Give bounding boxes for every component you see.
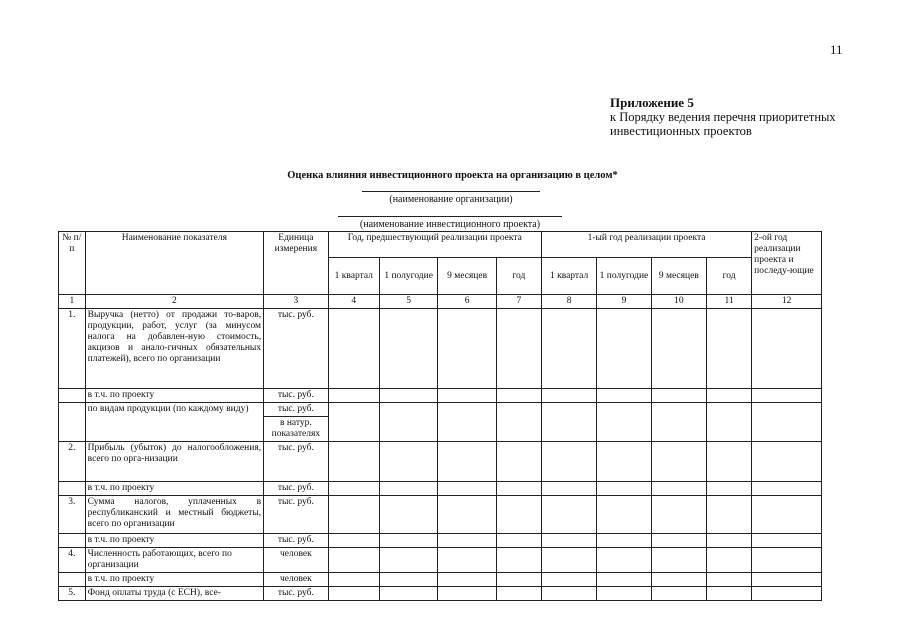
value-cell [438, 548, 496, 573]
value-cell [752, 548, 822, 573]
value-cell [328, 587, 379, 601]
value-cell [496, 534, 541, 548]
value-cell [496, 403, 541, 442]
column-number: 5 [379, 295, 437, 309]
value-cell [597, 573, 651, 587]
value-cell [438, 403, 496, 442]
value-cell [597, 587, 651, 601]
value-cell [496, 482, 541, 496]
table-row [59, 403, 822, 417]
value-cell [597, 309, 651, 389]
value-cell [752, 534, 822, 548]
indicator-name: Фонд оплаты труда (с ЕСН), все- [85, 587, 263, 601]
row-number: 3. [59, 496, 86, 534]
unit-cell: тыс. руб. [264, 389, 329, 403]
column-number: 11 [707, 295, 752, 309]
value-cell [328, 496, 379, 534]
column-number: 8 [541, 295, 596, 309]
unit-cell: тыс. руб. [264, 482, 329, 496]
value-cell [752, 309, 822, 389]
project-name-caption: (наименование инвестиционного проекта) [359, 219, 541, 230]
value-cell [541, 496, 596, 534]
value-cell [496, 496, 541, 534]
unit-cell: тыс. руб. [264, 309, 329, 389]
row-number: 2. [59, 442, 86, 482]
value-cell [707, 534, 752, 548]
row-number [59, 389, 86, 403]
value-cell [707, 389, 752, 403]
unit-cell: человек [264, 548, 329, 573]
header-year: год [707, 258, 752, 295]
value-cell [707, 403, 752, 442]
row-number [59, 403, 86, 442]
value-cell [328, 309, 379, 389]
unit-cell: тыс. руб. [264, 403, 329, 417]
value-cell [541, 403, 596, 442]
value-cell [496, 587, 541, 601]
value-cell [651, 496, 706, 534]
column-number-row [59, 295, 822, 309]
header-half: 1 полугодие [379, 258, 437, 295]
value-cell [651, 442, 706, 482]
value-cell [541, 573, 596, 587]
org-name-caption: (наименование организации) [389, 194, 513, 205]
value-cell [707, 482, 752, 496]
unit-cell: тыс. руб. [264, 534, 329, 548]
header-row-1 [59, 232, 822, 258]
value-cell [541, 389, 596, 403]
page-number: 11 [830, 42, 843, 57]
value-cell [752, 482, 822, 496]
value-cell [438, 573, 496, 587]
value-cell [328, 482, 379, 496]
value-cell [707, 309, 752, 389]
value-cell [707, 587, 752, 601]
value-cell [651, 573, 706, 587]
header-second-year: 2-ой год реализации проекта и последу-ющие [752, 232, 822, 295]
appendix-title: Приложение 5 [610, 95, 694, 110]
column-number: 10 [651, 295, 706, 309]
header-9-months: 9 месяцев [651, 258, 706, 295]
indicator-name: в т.ч. по проекту [85, 389, 263, 403]
column-number: 9 [597, 295, 651, 309]
indicator-name: в т.ч. по проекту [85, 534, 263, 548]
value-cell [752, 573, 822, 587]
header-year: год [496, 258, 541, 295]
value-cell [651, 482, 706, 496]
table-row [59, 548, 822, 573]
value-cell [438, 534, 496, 548]
table-row [59, 573, 822, 587]
value-cell [707, 442, 752, 482]
value-cell [328, 403, 379, 442]
row-number [59, 534, 86, 548]
value-cell [379, 442, 437, 482]
row-number: 1. [59, 309, 86, 389]
value-cell [651, 534, 706, 548]
column-number: 6 [438, 295, 496, 309]
column-number: 2 [85, 295, 263, 309]
value-cell [328, 534, 379, 548]
indicator-name: Сумма налогов, уплаченных в республиканский и местный бюджеты, всего по организации [85, 496, 263, 534]
indicator-name: по видам продукции (по каждому виду) [85, 403, 263, 442]
value-cell [597, 548, 651, 573]
row-number: 4. [59, 548, 86, 573]
value-cell [541, 309, 596, 389]
value-cell [379, 389, 437, 403]
value-cell [438, 389, 496, 403]
header-first-year: 1-ый год реализации проекта [541, 232, 751, 258]
value-cell [496, 548, 541, 573]
header-indicator: Наименование показателя [85, 232, 263, 295]
value-cell [496, 389, 541, 403]
value-cell [597, 496, 651, 534]
table-row [59, 309, 822, 389]
value-cell [379, 534, 437, 548]
value-cell [379, 587, 437, 601]
value-cell [379, 496, 437, 534]
project-name-line [338, 216, 562, 217]
table-row [59, 534, 822, 548]
header-no: № п/п [59, 232, 86, 295]
header-q1: 1 квартал [541, 258, 596, 295]
table-row [59, 389, 822, 403]
value-cell [328, 442, 379, 482]
value-cell [651, 389, 706, 403]
header-prev-year: Год, предшествующий реализации проекта [328, 232, 541, 258]
header-9-months: 9 месяцев [438, 258, 496, 295]
value-cell [597, 534, 651, 548]
indicator-name: Выручка (нетто) от продажи то-варов, продукции, работ, услуг (за минусом налога на добавлен-ную стоимость, акцизов и анало-гичных обязательных платежей), всего по организации [85, 309, 263, 389]
table-row [59, 482, 822, 496]
column-number: 1 [59, 295, 86, 309]
value-cell [379, 548, 437, 573]
column-number: 3 [264, 295, 329, 309]
value-cell [438, 482, 496, 496]
value-cell [496, 573, 541, 587]
value-cell [651, 403, 706, 442]
value-cell [541, 548, 596, 573]
value-cell [438, 587, 496, 601]
value-cell [597, 389, 651, 403]
unit-cell: человек [264, 573, 329, 587]
value-cell [328, 548, 379, 573]
document-title: Оценка влияния инвестиционного проекта на организацию в целом* [287, 170, 618, 181]
row-number [59, 482, 86, 496]
table-row [59, 587, 822, 601]
table-body [59, 232, 822, 601]
value-cell [379, 403, 437, 442]
value-cell [541, 534, 596, 548]
indicator-name: в т.ч. по проекту [85, 573, 263, 587]
value-cell [707, 548, 752, 573]
value-cell [651, 587, 706, 601]
value-cell [707, 573, 752, 587]
value-cell [379, 482, 437, 496]
header-q1: 1 квартал [328, 258, 379, 295]
value-cell [541, 482, 596, 496]
unit-cell: в натур. показателях [264, 417, 329, 442]
value-cell [597, 482, 651, 496]
indicator-name: Численность работающих, всего по организации [85, 548, 263, 573]
value-cell [597, 403, 651, 442]
value-cell [651, 309, 706, 389]
value-cell [707, 496, 752, 534]
value-cell [379, 573, 437, 587]
unit-cell: тыс. руб. [264, 587, 329, 601]
value-cell [438, 309, 496, 389]
indicator-name: Прибыль (убыток) до налогообложения, всего по орга-низации [85, 442, 263, 482]
indicator-name: в т.ч. по проекту [85, 482, 263, 496]
appendix-block [610, 96, 836, 138]
column-number: 4 [328, 295, 379, 309]
row-number: 5. [59, 587, 86, 601]
column-number: 12 [752, 295, 822, 309]
value-cell [379, 309, 437, 389]
unit-cell: тыс. руб. [264, 442, 329, 482]
value-cell [328, 573, 379, 587]
value-cell [541, 442, 596, 482]
value-cell [752, 403, 822, 442]
unit-cell: тыс. руб. [264, 496, 329, 534]
assessment-table [58, 231, 822, 601]
value-cell [328, 389, 379, 403]
org-name-line [362, 191, 540, 192]
value-cell [752, 587, 822, 601]
table-row [59, 442, 822, 482]
row-number [59, 573, 86, 587]
value-cell [752, 389, 822, 403]
value-cell [438, 442, 496, 482]
value-cell [438, 496, 496, 534]
column-number: 7 [496, 295, 541, 309]
value-cell [496, 442, 541, 482]
header-unit: Единица измерения [264, 232, 329, 295]
value-cell [597, 442, 651, 482]
value-cell [541, 587, 596, 601]
table-row [59, 496, 822, 534]
appendix-line-2: инвестиционных проектов [610, 124, 752, 138]
value-cell [496, 309, 541, 389]
value-cell [752, 442, 822, 482]
appendix-line-1: к Порядку ведения перечня приоритетных [610, 110, 836, 124]
value-cell [651, 548, 706, 573]
header-half: 1 полугодие [597, 258, 651, 295]
value-cell [752, 496, 822, 534]
